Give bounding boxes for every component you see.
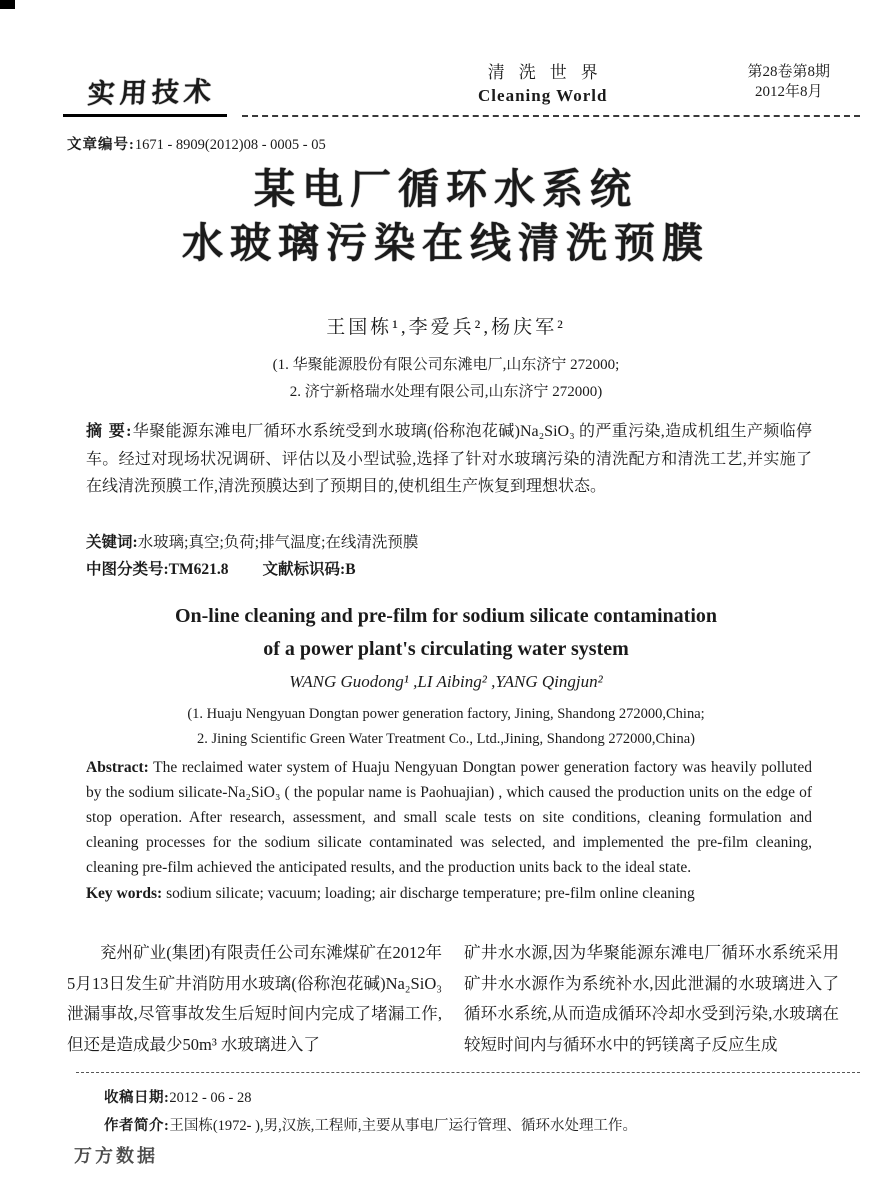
abstract-cn	[86, 418, 812, 501]
journal-name-block	[474, 58, 612, 106]
paper-title-en-line2: of a power plant's circulating water system	[263, 638, 629, 660]
article-number-value: 1671 - 8909(2012)08 - 0005 - 05	[134, 137, 326, 153]
issue-number: 第28卷第8期	[747, 64, 830, 80]
wanfang-data-watermark: 万方数据	[74, 1146, 158, 1166]
body-paragraph-right: 矿井水水源,因为华聚能源东滩电厂循环水系统采用矿井水水源作为系统补水,因此泄漏的水玻璃进入了循环水系统,从而造成循环冷却水受到污染,水玻璃在较短时间内与循环水中的钙镁离子反应生成	[464, 943, 839, 1054]
paper-title-cn-line1: 某电厂循环水系统	[254, 166, 638, 212]
authors-en: WANG Guodong¹ ,LI Aibing² ,YANG Qingjun²	[289, 672, 603, 691]
affiliation-cn-2: 2. 济宁新格瑞水处理有限公司,山东济宁 272000)	[289, 384, 603, 400]
author-bio-label: 作者简介:	[104, 1118, 170, 1134]
header-rule-solid	[63, 114, 227, 117]
paper-title-cn-line2: 水玻璃污染在线清洗预膜	[182, 220, 710, 266]
abstract-en-text: The reclaimed water system of Huaju Nengyuan Dongtan power generation factory was heavily polluted by the sodium silicate-Na₂SiO₃ ( the popular name is Paohuajian) , which caused the production units on the edge of stop operation. After research, assessment, and small scale tests on site conditions, cleaning formulation and cleaning processes for the sodium silicate contaminated was selected, and implemented the pre-film cleaning, cleaning pre-film achieved the anticipated results, and the production units back to the ideal state.	[86, 759, 812, 876]
footnote-divider	[76, 1072, 860, 1073]
received-date-value: 2012 - 06 - 28	[169, 1090, 252, 1106]
body-column-left	[67, 938, 442, 1060]
received-date-line	[104, 1086, 252, 1107]
doc-code-label: 文献标识码:	[262, 561, 346, 578]
author-bio-line	[104, 1114, 637, 1135]
article-number-label: 文章编号:	[67, 137, 135, 153]
scan-corner-artifact	[0, 0, 15, 9]
paper-title-en-line1: On-line cleaning and pre-film for sodium silicate contamination	[174, 605, 718, 627]
journal-header	[0, 58, 892, 109]
keywords-en-line	[86, 881, 812, 906]
body-column-right	[464, 938, 839, 1060]
issue-info-block	[747, 62, 830, 102]
authors-cn: 王国栋¹,李爱兵²,杨庆军²	[326, 317, 566, 338]
abstract-cn-label: 摘 要:	[86, 423, 133, 440]
affiliation-en-2: 2. Jining Scientific Green Water Treatment Co., Ltd.,Jining, Shandong 272000,China)	[197, 731, 695, 747]
clc-label: 中图分类号:	[86, 561, 169, 578]
affiliations-en	[0, 702, 892, 752]
journal-name-en: Cleaning World	[478, 86, 608, 105]
keywords-en-label: Key words:	[86, 885, 163, 902]
affiliations-cn	[0, 352, 892, 406]
keywords-cn-text: 水玻璃;真空;负荷;排气温度;在线清洗预膜	[137, 534, 419, 551]
abstract-cn-text: 华聚能源东滩电厂循环水系统受到水玻璃(俗称泡花碱)Na₂SiO₃ 的严重污染,造成机组生产频临停车。经过对现场状况调研、评估以及小型试验,选择了针对水玻璃污染的清洗配方和清洗工艺,并实施了在线清洗预膜工作,清洗预膜达到了预期目的,使机组生产恢复到理想状态。	[86, 423, 812, 495]
issue-date: 2012年8月	[754, 84, 823, 100]
abstract-en	[86, 755, 812, 906]
journal-name-cn: 清洗世界	[487, 63, 612, 82]
keywords-cn-line	[86, 530, 812, 552]
abstract-en-paragraph	[86, 755, 812, 880]
section-label: 实用技术	[86, 76, 217, 110]
body-paragraph-left: 兖州矿业(集团)有限责任公司东滩煤矿在2012年5月13日发生矿井消防用水玻璃(俗称泡花碱)Na₂SiO₃ 泄漏事故,尽管事故发生后短时间内完成了堵漏工作,但还是造成最少50m³ 水玻璃进入了	[67, 943, 442, 1054]
abstract-en-label: Abstract:	[86, 759, 149, 776]
received-date-label: 收稿日期:	[104, 1090, 170, 1106]
section-logo-block	[88, 58, 308, 109]
header-rule-dashed	[242, 115, 860, 117]
paper-title-en	[0, 600, 892, 666]
keywords-cn-label: 关键词:	[86, 534, 138, 551]
clc-line	[86, 557, 812, 579]
body-columns	[67, 938, 839, 1060]
paper-title-cn	[0, 162, 892, 270]
article-number-line	[67, 133, 326, 154]
author-bio-text: 王国栋(1972- ),男,汉族,工程师,主要从事电厂运行管理、循环水处理工作。	[169, 1118, 637, 1134]
clc-value: TM621.8	[168, 561, 229, 578]
affiliation-cn-1: (1. 华聚能源股份有限公司东滩电厂,山东济宁 272000;	[272, 357, 620, 373]
keywords-en-text: sodium silicate; vacuum; loading; air discharge temperature; pre-film online cleaning	[166, 885, 695, 902]
affiliation-en-1: (1. Huaju Nengyuan Dongtan power generation factory, Jining, Shandong 272000,China;	[187, 706, 705, 722]
doc-code-value: B	[345, 561, 356, 578]
